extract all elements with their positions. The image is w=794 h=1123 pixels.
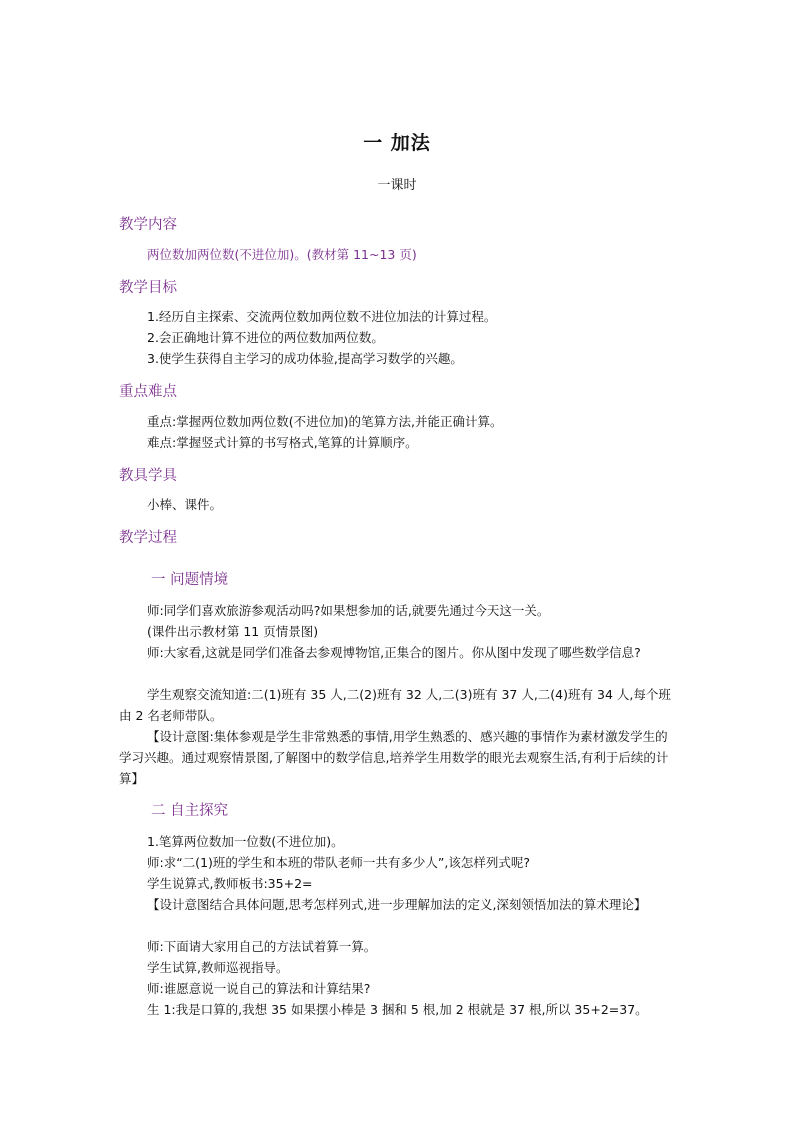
part2-heading: 二 自主探究 (151, 803, 229, 819)
part2-line: 师:求“二(1)班的学生和本班的带队老师一共有多少人”,该怎样列式呢? (147, 855, 530, 870)
part2-line: 生 1:我是口算的,我想 35 如果摆小棒是 3 捆和 5 根,加 2 根就是 37 根,所以 35+2=37。 (147, 1002, 648, 1017)
goal-item: 1.经历自主探索、交流两位数加两位数不进位加法的计算过程。 (147, 309, 497, 324)
page-title: 一 加法 (363, 132, 431, 154)
part2-line: 学生试算,教师巡视指导。 (147, 960, 289, 975)
goal-item: 2.会正确地计算不进位的两位数加两位数。 (147, 330, 384, 345)
page-subtitle: 一课时 (377, 178, 417, 193)
heading-tools: 教具学具 (119, 468, 177, 484)
heading-process: 教学过程 (119, 530, 177, 546)
part2-line: 师:下面请大家用自己的方法试着算一算。 (147, 939, 377, 954)
part2-line: 师:谁愿意说一说自己的算法和计算结果? (147, 981, 371, 996)
part1-line: 师:同学们喜欢旅游参观活动吗?如果想参加的话,就要先通过今天这一关。 (147, 603, 550, 618)
part1-line: (课件出示教材第 11 页情景图) (147, 624, 319, 639)
content-text: 两位数加两位数(不进位加)。(教材第 11~13 页) (147, 247, 417, 262)
heading-content: 教学内容 (119, 217, 177, 233)
keypoint-item: 难点:掌握竖式计算的书写格式,笔算的计算顺序。 (147, 435, 418, 450)
design-intent-note: 【设计意图结合具体问题,思考怎样列式,进一步理解加法的定义,深刻领悟加法的算术理论】 (147, 897, 647, 912)
design-intent-note: 【设计意图:集体参观是学生非常熟悉的事情,用学生熟悉的、感兴趣的事情作为素材激发学生的学习兴趣。通过观察情景图,了解图中的数学信息,培养学生用数学的眼光去观察生活,有利于后续的计算】 (119, 729, 669, 786)
keypoint-item: 重点:掌握两位数加两位数(不进位加)的笔算方法,并能正确计算。 (147, 414, 503, 429)
heading-goals: 教学目标 (119, 280, 177, 296)
part2-line: 1.笔算两位数加一位数(不进位加)。 (147, 834, 344, 849)
heading-keypoints: 重点难点 (119, 384, 177, 400)
goal-item: 3.使学生获得自主学习的成功体验,提高学习数学的兴趣。 (147, 351, 463, 366)
part1-paragraph: 师:大家看,这就是同学们准备去参观博物馆,正集合的图片。你从图中发现了哪些数学信息? (147, 645, 641, 660)
part1-heading: 一 问题情境 (151, 572, 229, 588)
tools-text: 小棒、课件。 (147, 497, 223, 512)
part1-paragraph: 学生观察交流知道:二(1)班有 35 人,二(2)班有 32 人,二(3)班有 37 人,二(4)班有 34 人,每个班由 2 名老师带队。 (119, 687, 671, 723)
part2-line: 学生说算式,教师板书:35+2= (147, 876, 313, 891)
